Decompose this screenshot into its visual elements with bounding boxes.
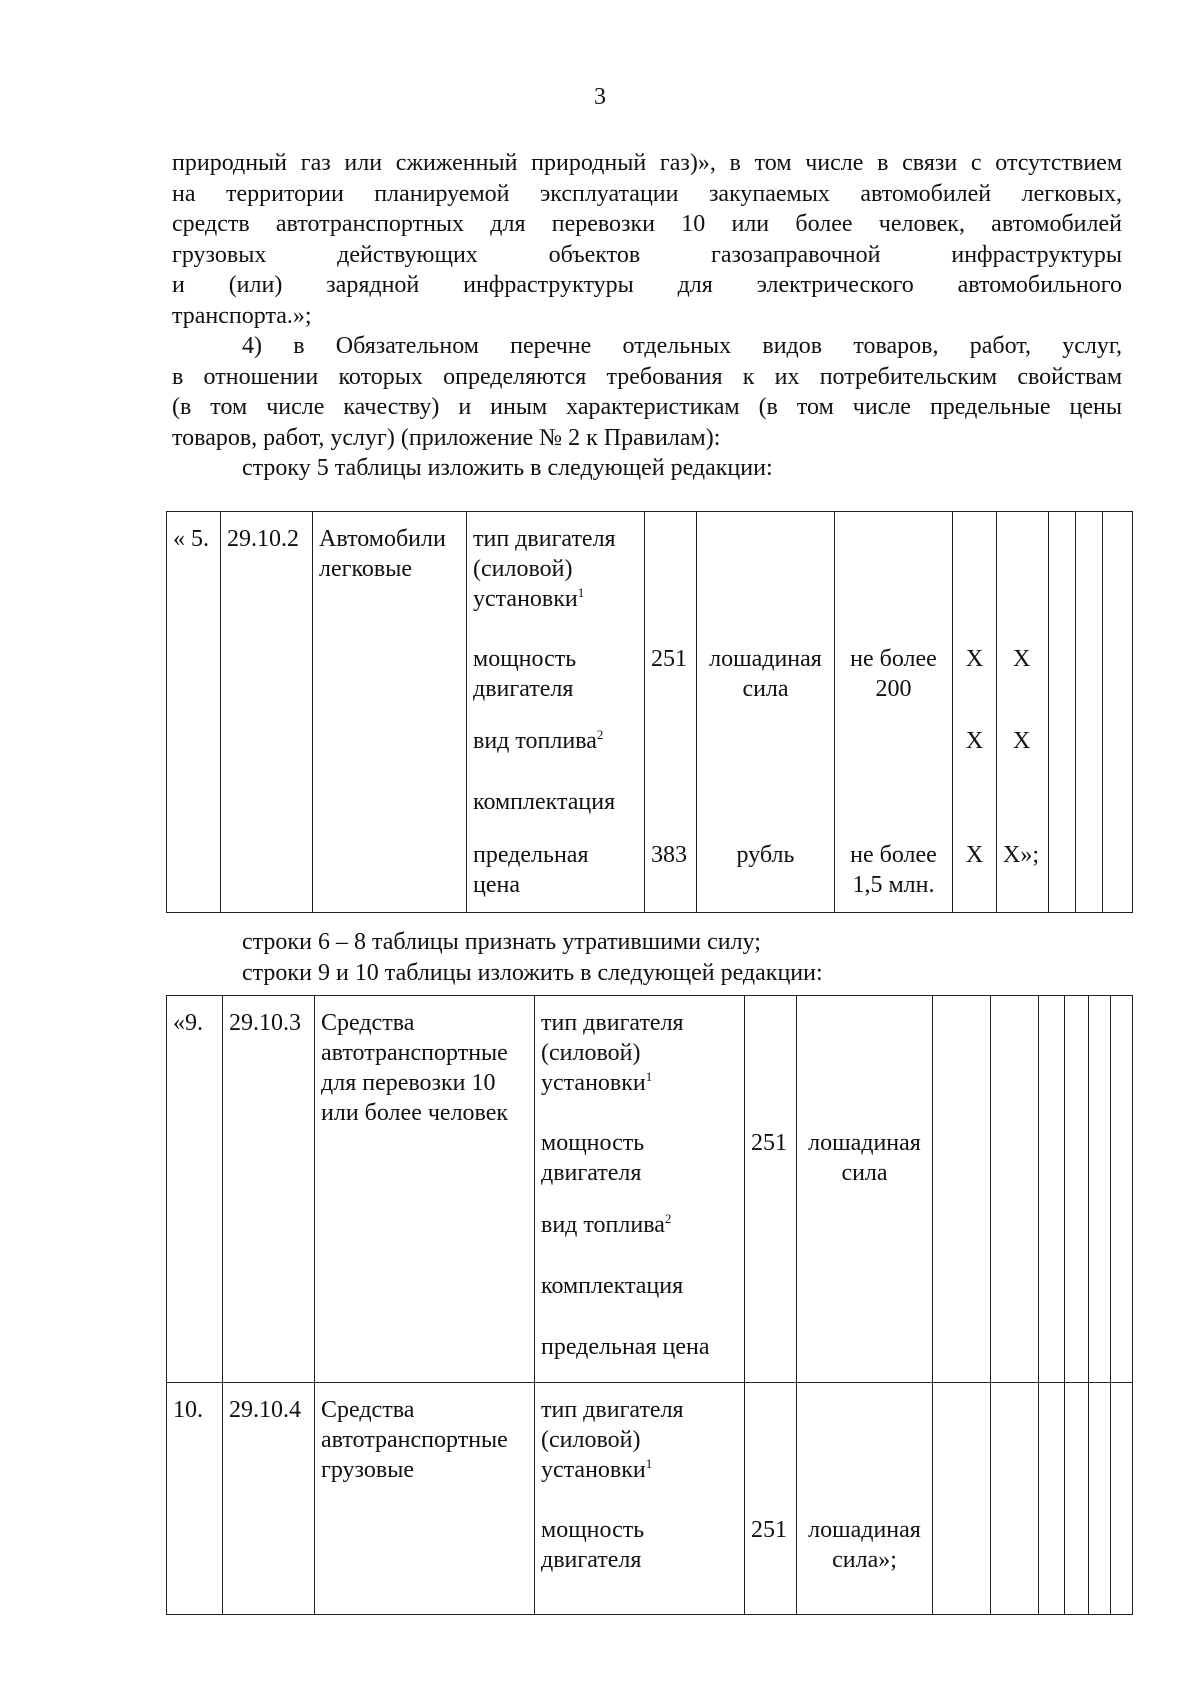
row-number: « 5.: [167, 512, 221, 913]
text-line: средств автотранспортных для перевозки 10 или более человек, автомобилей: [172, 211, 1122, 237]
unit-name: рубль: [736, 842, 795, 868]
unit-name-cell: [797, 996, 933, 1383]
x-mark: X: [1013, 728, 1031, 754]
row-number: «9.: [167, 996, 223, 1383]
empty-cell: [1089, 996, 1111, 1383]
text-line: и (или) зарядной инфраструктуры для электрического автомобильного: [172, 272, 1122, 298]
characteristics-cell: [535, 996, 745, 1383]
product-name: Средства автотранспортные для перевозки 10 или более человек: [315, 996, 535, 1383]
footnote-mark: 2: [664, 1211, 672, 1226]
unit-code: 251: [751, 1517, 787, 1543]
paragraph-2-last-line: [172, 423, 1122, 454]
unit-code-cell: [745, 1383, 797, 1615]
unit-code-cell: [745, 996, 797, 1383]
okpd-code: 29.10.4: [223, 1383, 315, 1615]
value-cell: [835, 512, 953, 913]
text-line: на территории планируемой эксплуатации закупаемых автомобилей легковых,: [172, 180, 1122, 207]
characteristic-equipment: комплектация: [541, 1273, 684, 1299]
characteristic-engine-type: тип двигателя (силовой) установки$^1$: [473, 526, 616, 612]
footnote-mark: 1: [645, 1069, 653, 1084]
text-line: грузовых действующих объектов газозаправочной инфраструктуры: [172, 241, 1122, 268]
footnote-mark: 1: [577, 585, 585, 600]
unit-code: 251: [651, 646, 687, 672]
characteristic-fuel-type: вид топлива$^2$: [541, 1211, 672, 1238]
empty-cell: [1065, 996, 1089, 1383]
footnote-mark: 2: [596, 727, 604, 742]
characteristic-engine-type: тип двигателя (силовой) установки$^1$: [541, 1397, 684, 1483]
characteristic-fuel-type: вид топлива$^2$: [473, 727, 604, 754]
x-mark-cell: [997, 512, 1049, 913]
empty-cell: [1111, 1383, 1133, 1615]
product-name: Средства автотранспортные грузовые: [315, 1383, 535, 1615]
empty-cell: [933, 996, 991, 1383]
table-row-5: [166, 511, 1133, 913]
empty-cell: [933, 1383, 991, 1615]
value: не более 1,5 млн.: [850, 842, 937, 898]
empty-cell: [1049, 512, 1076, 913]
okpd-code: 29.10.2: [221, 512, 313, 913]
text-line: 4) в Обязательном перечне отдельных видов товаров, работ, услуг,: [242, 333, 1122, 359]
characteristic-engine-power: мощность двигателя: [541, 1130, 645, 1186]
instruction-rows-9-10: строки 9 и 10 таблицы изложить в следующей редакции:: [242, 959, 823, 986]
unit-name: лошадиная сила: [709, 646, 822, 702]
unit-name-cell: [797, 1383, 933, 1615]
instruction-row5: строку 5 таблицы изложить в следующей редакции:: [242, 455, 773, 481]
unit-code-cell: [645, 512, 697, 913]
x-mark-cell: [953, 512, 997, 913]
paragraph-1: [172, 148, 1122, 301]
unit-code: 383: [651, 842, 687, 868]
empty-cell: [991, 996, 1039, 1383]
characteristic-engine-type: тип двигателя (силовой) установки$^1$: [541, 1010, 684, 1096]
x-mark: X: [965, 728, 984, 754]
empty-cell: [1076, 512, 1103, 913]
characteristic-price-limit: предельная цена: [541, 1334, 710, 1360]
text-line: транспорта.»;: [172, 302, 312, 329]
page-number: 3: [594, 84, 606, 110]
unit-name: лошадиная сила: [808, 1130, 921, 1186]
product-name: Автомобили легковые: [313, 512, 467, 913]
empty-cell: [991, 1383, 1039, 1615]
empty-cell: [1111, 996, 1133, 1383]
text-line: товаров, работ, услуг) (приложение № 2 к Правилам):: [172, 424, 721, 451]
empty-cell: [1039, 996, 1065, 1383]
x-mark: X: [1013, 646, 1031, 672]
footnote-mark: 1: [645, 1456, 653, 1471]
characteristic-engine-power: мощность двигателя: [473, 646, 577, 702]
empty-cell: [1089, 1383, 1111, 1615]
instruction-rows-6-8: строки 6 – 8 таблицы признать утратившими силу;: [242, 929, 761, 955]
text-line: в отношении которых определяются требования к их потребительским свойствам: [172, 363, 1122, 390]
empty-cell: [1103, 512, 1133, 913]
unit-name: лошадиная сила»;: [808, 1517, 921, 1573]
unit-code: 251: [751, 1130, 787, 1156]
value: не более 200: [850, 646, 937, 702]
characteristics-cell: [467, 512, 645, 913]
x-mark: X»;: [1003, 842, 1039, 868]
x-mark: X: [965, 646, 984, 672]
paragraph-1-last-line: [172, 301, 1122, 332]
row-number: 10.: [167, 1383, 223, 1615]
characteristic-equipment: комплектация: [473, 789, 616, 815]
characteristic-engine-power: мощность двигателя: [541, 1517, 645, 1573]
characteristic-price-limit: предельная цена: [473, 842, 589, 898]
empty-cell: [1065, 1383, 1089, 1615]
text-line: природный газ или сжиженный природный газ)», в том числе в связи с отсутствием: [172, 150, 1122, 176]
table-rows-9-10: [166, 995, 1133, 1615]
characteristics-cell: [535, 1383, 745, 1615]
empty-cell: [1039, 1383, 1065, 1615]
x-mark: X: [965, 842, 984, 868]
unit-name-cell: [697, 512, 835, 913]
okpd-code: 29.10.3: [223, 996, 315, 1383]
paragraph-2: [172, 331, 1122, 423]
text-line: (в том числе качеству) и иным характеристикам (в том числе предельные цены: [172, 394, 1122, 420]
